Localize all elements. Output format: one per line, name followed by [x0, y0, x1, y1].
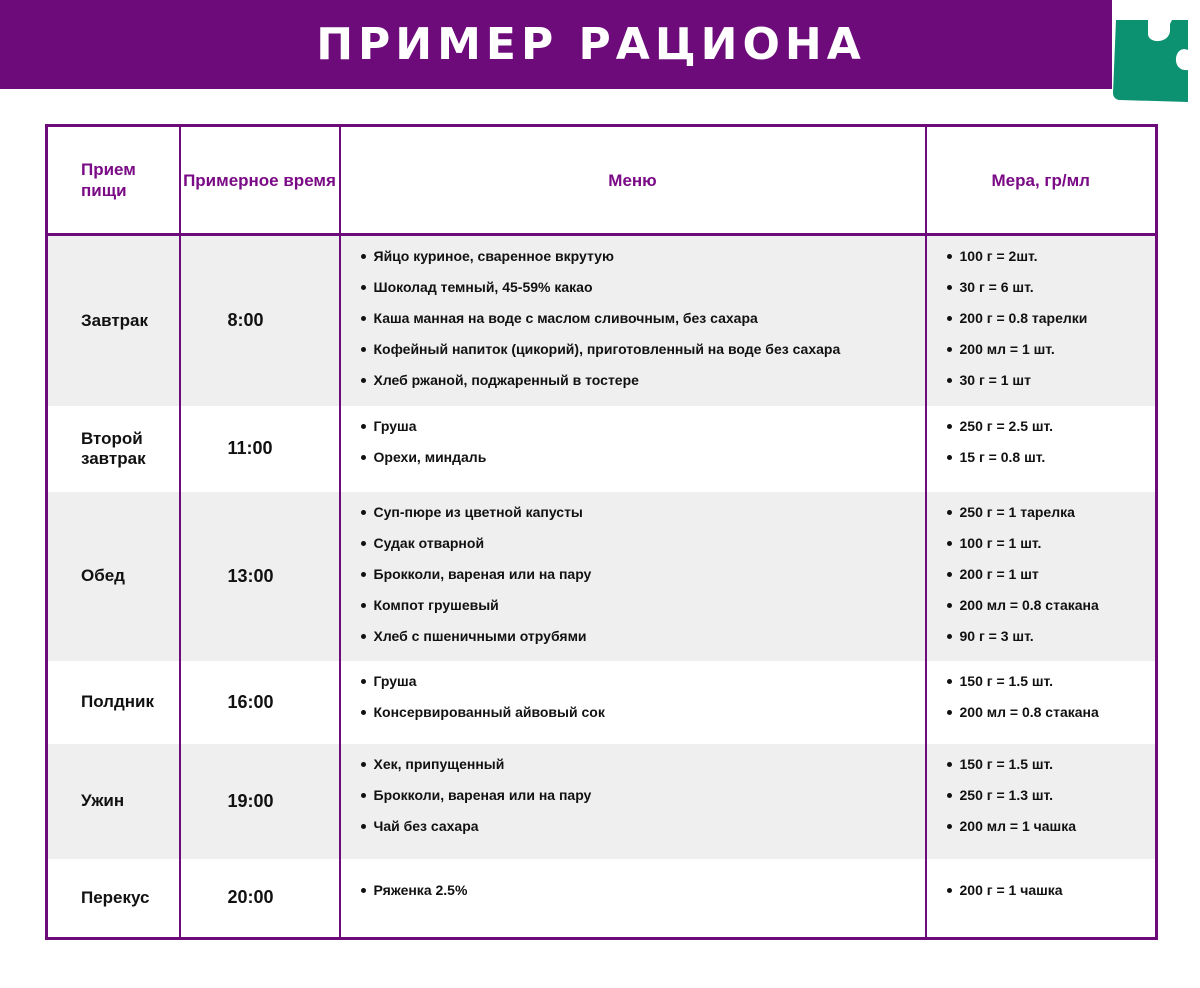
menu-item: Хек, припущенный [361, 749, 925, 780]
meal-time: 11:00 [180, 406, 340, 492]
measure-item: 200 г = 0.8 тарелки [947, 303, 1156, 334]
table-row-dinner [47, 744, 1157, 859]
measure-item: 250 г = 1.3 шт. [947, 780, 1156, 811]
measure-cell [926, 661, 1157, 744]
table-row-snack [47, 859, 1157, 939]
measure-cell [926, 744, 1157, 859]
measure-item: 100 г = 2шт. [947, 241, 1156, 272]
meal-name: Второй завтрак [47, 406, 180, 492]
measure-item: 30 г = 6 шт. [947, 272, 1156, 303]
menu-item: Компот грушевый [361, 590, 925, 621]
measure-item: 30 г = 1 шт [947, 365, 1156, 396]
menu-cell [340, 235, 926, 406]
measure-item: 150 г = 1.5 шт. [947, 666, 1156, 697]
measure-item: 200 г = 1 шт [947, 559, 1156, 590]
measure-item: 250 г = 1 тарелка [947, 497, 1156, 528]
meal-time: 13:00 [180, 492, 340, 661]
measure-item: 200 мл = 1 шт. [947, 334, 1156, 365]
measure-item: 200 мл = 1 чашка [947, 811, 1156, 842]
meal-name: Завтрак [47, 235, 180, 406]
page-title: ПРИМЕР РАЦИОНА [316, 19, 866, 70]
meal-time: 19:00 [180, 744, 340, 859]
menu-item: Консервированный айвовый сок [361, 697, 925, 728]
puzzle-logo-icon [1110, 0, 1200, 110]
menu-item: Брокколи, вареная или на пару [361, 780, 925, 811]
menu-cell [340, 744, 926, 859]
table-header-row [47, 126, 1157, 235]
measure-item: 200 г = 1 чашка [947, 875, 1156, 906]
meal-name: Ужин [47, 744, 180, 859]
header-measure: Мера, гр/мл [926, 126, 1157, 235]
meal-name: Перекус [47, 859, 180, 939]
measure-item: 250 г = 2.5 шт. [947, 411, 1156, 442]
table-row-second-breakfast [47, 406, 1157, 492]
menu-item: Брокколи, вареная или на пару [361, 559, 925, 590]
meal-time: 20:00 [180, 859, 340, 939]
meal-name: Полдник [47, 661, 180, 744]
menu-item: Судак отварной [361, 528, 925, 559]
menu-item: Орехи, миндаль [361, 442, 925, 473]
menu-cell [340, 661, 926, 744]
menu-item: Шоколад темный, 45-59% какао [361, 272, 925, 303]
menu-item: Хлеб с пшеничными отрубями [361, 621, 925, 652]
table-row-afternoon-snack [47, 661, 1157, 744]
table-row-breakfast [47, 235, 1157, 406]
menu-item: Суп-пюре из цветной капусты [361, 497, 925, 528]
menu-cell [340, 859, 926, 939]
measure-item: 200 мл = 0.8 стакана [947, 697, 1156, 728]
measure-cell [926, 492, 1157, 661]
measure-item: 15 г = 0.8 шт. [947, 442, 1156, 473]
menu-item: Кофейный напиток (цикорий), приготовленный на воде без сахара [361, 334, 925, 365]
table-row-lunch [47, 492, 1157, 661]
measure-cell [926, 235, 1157, 406]
menu-item: Яйцо куриное, сваренное вкрутую [361, 241, 925, 272]
menu-item: Чай без сахара [361, 811, 925, 842]
meal-plan-table [45, 124, 1158, 940]
menu-cell [340, 492, 926, 661]
menu-cell [340, 406, 926, 492]
measure-item: 150 г = 1.5 шт. [947, 749, 1156, 780]
menu-item: Каша манная на воде с маслом сливочным, без сахара [361, 303, 925, 334]
header-menu: Меню [340, 126, 926, 235]
measure-item: 90 г = 3 шт. [947, 621, 1156, 652]
meal-time: 16:00 [180, 661, 340, 744]
meal-name: Обед [47, 492, 180, 661]
title-banner [0, 0, 1112, 89]
header-meal: Прием пищи [47, 126, 180, 235]
measure-item: 200 мл = 0.8 стакана [947, 590, 1156, 621]
measure-cell [926, 859, 1157, 939]
measure-item: 100 г = 1 шт. [947, 528, 1156, 559]
meal-time: 8:00 [180, 235, 340, 406]
menu-item: Ряженка 2.5% [361, 875, 925, 906]
menu-item: Груша [361, 411, 925, 442]
header-time: Примерное время [180, 126, 340, 235]
measure-cell [926, 406, 1157, 492]
menu-item: Хлеб ржаной, поджаренный в тостере [361, 365, 925, 396]
menu-item: Груша [361, 666, 925, 697]
